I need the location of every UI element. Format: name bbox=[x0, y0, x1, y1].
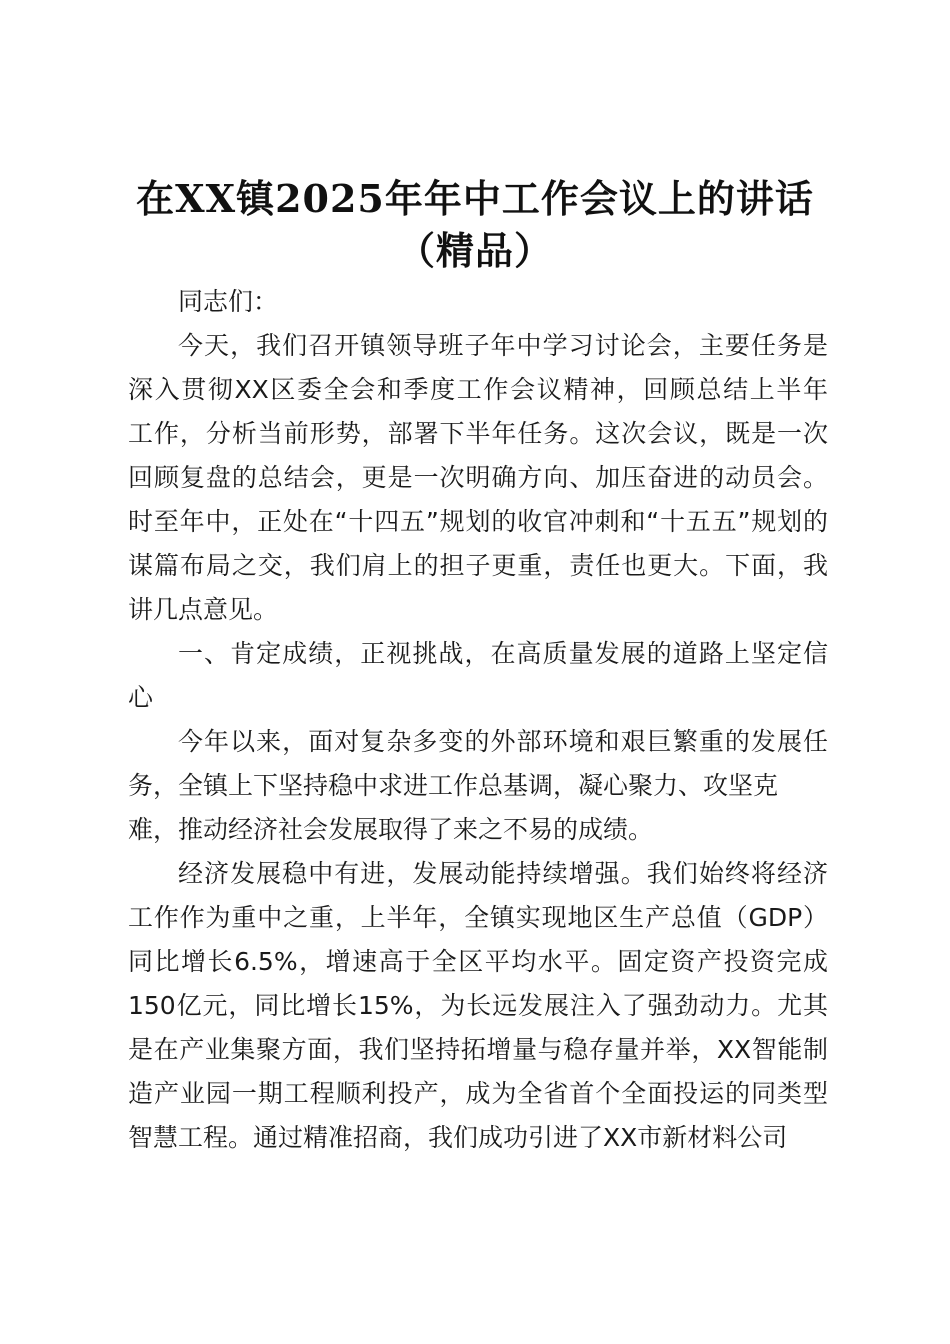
body-line: 时至年中，正处在“十四五”规划的收官冲刺和“十五五”规划的 bbox=[128, 507, 828, 536]
body-line: 今年以来，面对复杂多变的外部环境和艰巨繁重的发展任 bbox=[178, 727, 828, 756]
body-line: 工作，分析当前形势，部署下半年任务。这次会议，既是一次 bbox=[128, 419, 828, 448]
section-heading: 心 bbox=[128, 683, 154, 712]
document-title: 在XX镇2025年年中工作会议上的讲话 bbox=[136, 176, 814, 221]
body-line: 今天，我们召开镇领导班子年中学习讨论会，主要任务是 bbox=[178, 331, 828, 360]
body-line: 讲几点意见。 bbox=[128, 595, 279, 624]
body-line: 是在产业集聚方面，我们坚持拓增量与稳存量并举，XX智能制 bbox=[128, 1035, 828, 1064]
section-heading: 一、肯定成绩，正视挑战，在高质量发展的道路上坚定信 bbox=[178, 639, 828, 668]
body-line: 深入贯彻XX区委全会和季度工作会议精神，回顾总结上半年 bbox=[128, 375, 828, 404]
body-line: 谋篇布局之交，我们肩上的担子更重，责任也更大。下面，我 bbox=[128, 551, 828, 580]
body-line: 造产业园一期工程顺利投产，成为全省首个全面投运的同类型 bbox=[128, 1079, 828, 1108]
body-line: 回顾复盘的总结会，更是一次明确方向、加压奋进的动员会。 bbox=[128, 463, 828, 492]
body-line: 务，全镇上下坚持稳中求进工作总基调，凝心聚力、攻坚克 bbox=[128, 771, 779, 800]
body-line: 工作作为重中之重，上半年，全镇实现地区生产总值（GDP） bbox=[128, 903, 828, 932]
body-line: 难，推动经济社会发展取得了来之不易的成绩。 bbox=[128, 815, 654, 844]
document-body bbox=[128, 280, 828, 1160]
body-line: 智慧工程。通过精准招商，我们成功引进了XX市新材料公司 bbox=[128, 1123, 788, 1152]
document-title-suffix: （精品） bbox=[396, 228, 553, 273]
body-line: 经济发展稳中有进，发展动能持续增强。我们始终将经济 bbox=[178, 859, 828, 888]
body-line: 150亿元，同比增长15%，为长远发展注入了强劲动力。尤其 bbox=[128, 991, 828, 1020]
salutation: 同志们： bbox=[178, 287, 279, 316]
body-line: 同比增长6.5%，增速高于全区平均水平。固定资产投资完成 bbox=[128, 947, 828, 976]
